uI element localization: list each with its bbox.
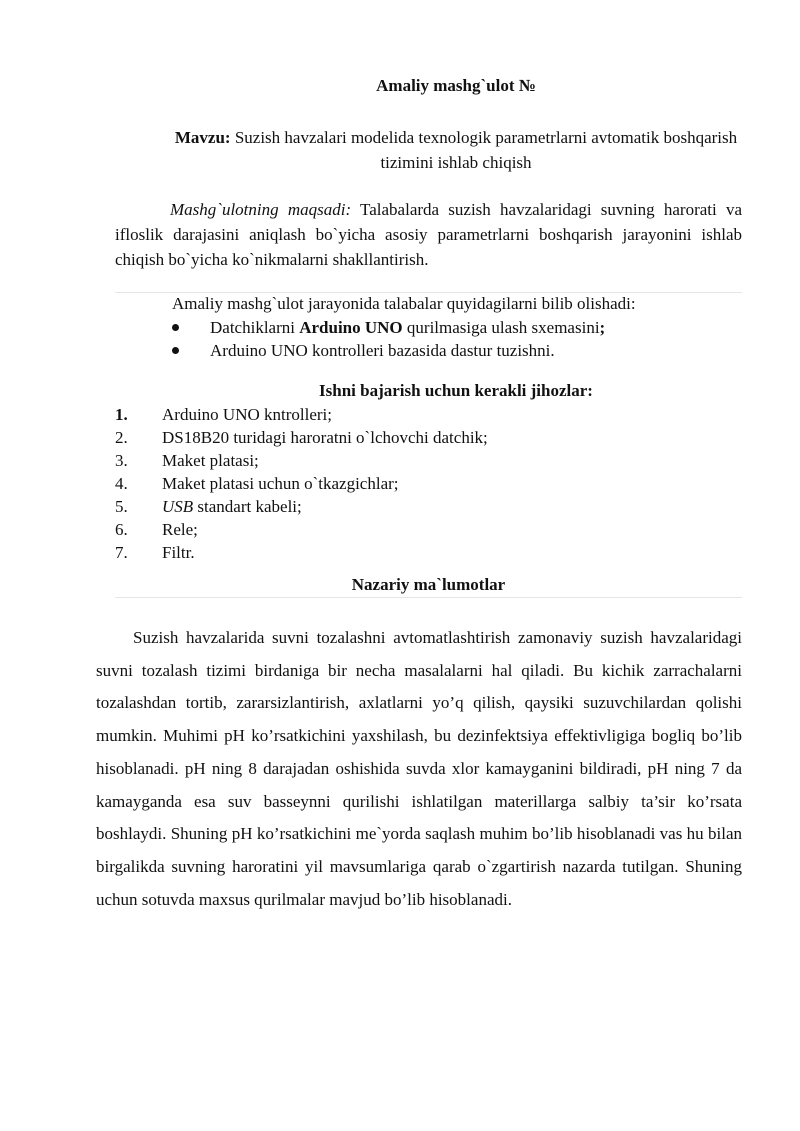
goal-text: Talabalarda suzish havzalaridagi suvning harorati va ifloslik darajasini aniqlash bo`yicha asosiy parametrlarni boshqarish jarayonini ishlab chiqish bo`yicha ko`nikmalarni shakllantirish. xyxy=(115,200,743,269)
page-title: Amaliy mashg`ulot № xyxy=(376,76,536,95)
list-item: 4. Maket platasi uchun o`tkazgichlar; xyxy=(115,474,399,493)
equipment-heading: Ishni bajarish uchun kerakli jihozlar: xyxy=(319,381,593,400)
list-item: 1. Arduino UNO kntrolleri; xyxy=(115,405,332,424)
list-item: 7. Filtr. xyxy=(115,543,195,562)
learning-intro: Amaliy mashg`ulot jarayonida talabalar quyidagilarni bilib olishadi: xyxy=(172,294,636,313)
section-divider xyxy=(115,597,742,598)
bullet-icon xyxy=(172,347,179,354)
topic-label: Mavzu: xyxy=(174,128,231,147)
theory-paragraph: Suzish havzalarida suvni tozalashni avtomatlashtirish zamonaviy suzish havzalaridagi suvni tozalash tizimi birdaniga bir necha masalalarni hal qiladi. Bu kichik zarrachalarni tozalashdan tortib, zararsizlantirish, axlatlarni yo’q qilish, qaysiki suzuvchilardan qolishi mumkin. Muhimi pH ko’rsatkichini yaxshilash, bu dezinfektsiya effektivligiga bogliq bo’lib hisoblanadi. pH ning 8 darajadan oshishida suvda xlor kamayganini bildiradi, pH ning 7 da kamayganda esa suv basseynni qurilishi ishlatilgan materillarga salbiy ta’sir ko’rsata boshlaydi. Shuning pH ko’rsatkichini me`yorda saqlash muhim bo’lib hisoblanadi vas hu bilan birgalikda suvning haroratini yil mavsumlariga qarab o`zgartirish nazarda tutilgan. Shuning uchun sotuvda maxsus qurilmalar mavjud bo’lib hisoblanadi. xyxy=(96,628,742,909)
list-item: Datchiklarni Arduino UNO qurilmasiga ulash sxemasini; xyxy=(115,316,742,339)
list-item: 5. USB standart kabeli; xyxy=(115,497,302,516)
goal-label: Mashg`ulotning maqsadi: xyxy=(170,200,352,219)
list-item: Arduino UNO kontrolleri bazasida dastur tuzishni. xyxy=(115,339,742,362)
equipment-list xyxy=(115,403,488,564)
list-item: 6. Rele; xyxy=(115,520,198,539)
theory-heading: Nazariy ma`lumotlar xyxy=(351,575,506,594)
list-item: 3. Maket platasi; xyxy=(115,451,259,470)
topic-text: Suzish havzalari modelida texnologik parametrlarni avtomatik boshqarish tizimini ishlab chiqish xyxy=(230,128,738,172)
bullet-icon xyxy=(172,324,179,331)
section-divider xyxy=(115,292,742,293)
lesson-goal xyxy=(115,197,742,272)
topic xyxy=(150,125,762,175)
learning-list xyxy=(115,316,742,362)
list-item: 2. DS18B20 turidagi haroratni o`lchovchi datchik; xyxy=(115,428,488,447)
